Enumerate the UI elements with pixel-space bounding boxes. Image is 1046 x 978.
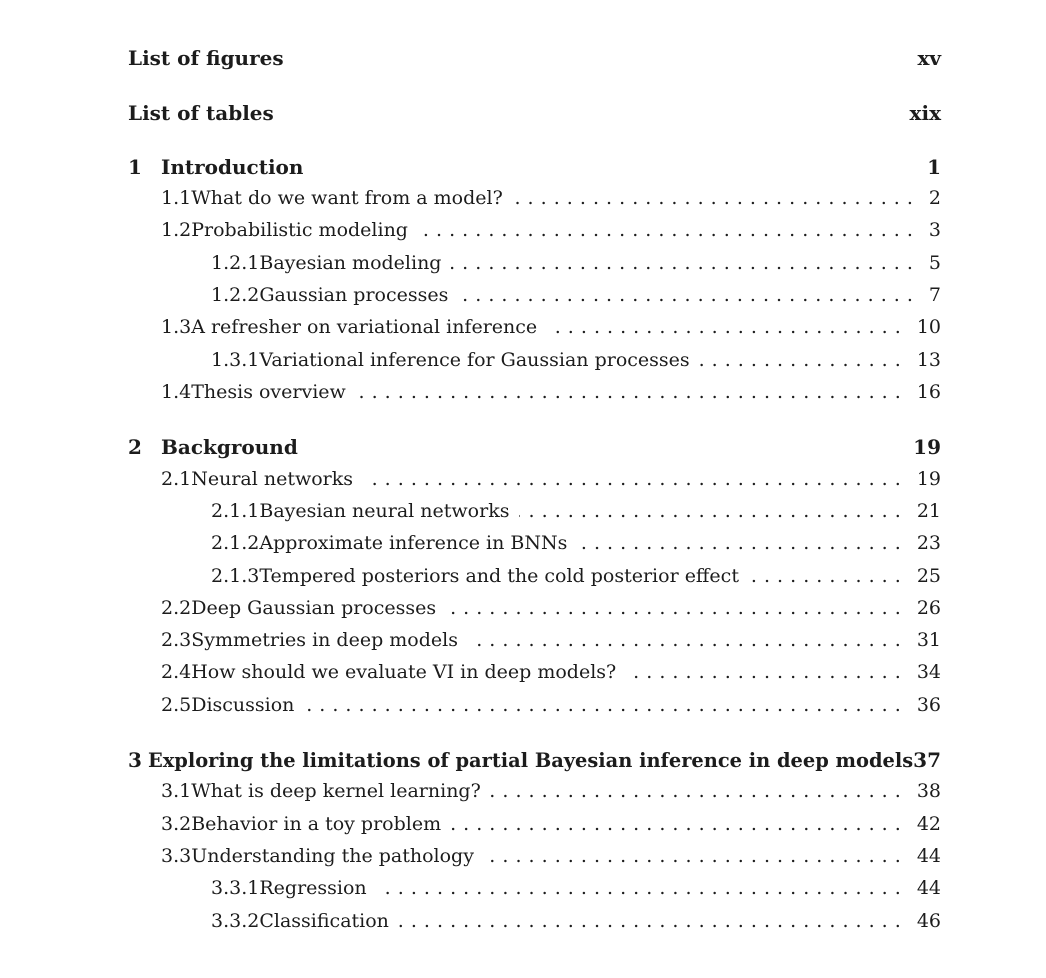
- section-title: What is deep kernel learning?: [191, 780, 481, 802]
- dot-leader: [626, 661, 901, 683]
- subsection-title: Approximate inference in BNNs: [259, 532, 568, 554]
- dot-leader: [446, 597, 901, 619]
- subsection-title: Tempered posteriors and the cold posterior effect: [259, 565, 739, 587]
- toc-page-number: 3: [928, 219, 941, 241]
- chapter-title: Exploring the limitations of partial Bayesian inference in deep models: [147, 749, 914, 772]
- toc-section-3-2[interactable]: [128, 813, 941, 835]
- toc-subsection-2-1-3[interactable]: [128, 565, 941, 587]
- subsection-title: Variational inference for Gaussian processes: [259, 349, 690, 371]
- toc-subsection-2-1-2[interactable]: [128, 532, 941, 554]
- section-number: 2.2: [161, 597, 192, 619]
- toc-page-number: 25: [916, 565, 941, 587]
- subsection-title: Bayesian modeling: [259, 252, 442, 274]
- dot-leader: [468, 629, 901, 651]
- section-number: 2.4: [161, 661, 192, 683]
- section-number: 1.3: [161, 316, 192, 338]
- toc-section-1-4[interactable]: [128, 381, 941, 403]
- toc-section-3-1[interactable]: [128, 780, 941, 802]
- dot-leader: [458, 284, 913, 306]
- chapter-title: Background: [161, 435, 298, 459]
- dot-leader: [513, 187, 913, 209]
- toc-page-number: 21: [916, 500, 941, 522]
- toc-page-number: 31: [916, 629, 941, 651]
- toc-subsection-1-2-2[interactable]: [128, 284, 941, 306]
- section-title: Discussion: [191, 694, 295, 716]
- toc-page-number: 19: [916, 468, 941, 490]
- section-number: 1.2: [161, 219, 192, 241]
- dot-leader: [547, 316, 901, 338]
- toc-page-number: 23: [916, 532, 941, 554]
- toc-subsection-3-3-2[interactable]: [128, 910, 941, 932]
- toc-section-1-3[interactable]: [128, 316, 941, 338]
- toc-page-number: 16: [916, 381, 941, 403]
- subsection-number: 1.2.2: [211, 284, 260, 306]
- section-number: 3.3: [161, 845, 192, 867]
- section-title: Symmetries in deep models: [191, 629, 458, 651]
- section-title: Thesis overview: [191, 381, 346, 403]
- section-title: Understanding the pathology: [191, 845, 474, 867]
- dot-leader: [491, 780, 901, 802]
- toc-title: List of tables: [128, 101, 274, 125]
- toc-subsection-1-2-1[interactable]: [128, 252, 941, 274]
- toc-section-3-3[interactable]: [128, 845, 941, 867]
- chapter-number: 3: [128, 748, 142, 772]
- section-title: Neural networks: [191, 468, 354, 490]
- section-title: A refresher on variational inference: [191, 316, 538, 338]
- toc-entry-list-of-figures[interactable]: [128, 46, 941, 70]
- toc-page-number: xix: [909, 101, 941, 125]
- toc-page-number: 37: [913, 748, 941, 772]
- toc-page-number: 2: [928, 187, 941, 209]
- toc-page-number: 1: [927, 155, 941, 179]
- toc-section-2-2[interactable]: [128, 597, 941, 619]
- subsection-number: 1.2.1: [211, 252, 260, 274]
- section-title: Probabilistic modeling: [191, 219, 408, 241]
- toc-title: List of figures: [128, 46, 284, 70]
- section-title: What do we want from a model?: [191, 187, 503, 209]
- subsection-number: 2.1.1: [211, 500, 260, 522]
- toc-page-number: 10: [916, 316, 941, 338]
- dot-leader: [399, 910, 901, 932]
- dot-leader: [519, 500, 900, 522]
- dot-leader: [700, 349, 901, 371]
- toc-section-2-1[interactable]: [128, 468, 941, 490]
- subsection-number: 2.1.3: [211, 565, 260, 587]
- toc-page-number: 13: [916, 349, 941, 371]
- toc-section-2-3[interactable]: [128, 629, 941, 651]
- subsection-number: 3.3.2: [211, 910, 260, 932]
- toc-section-1-2[interactable]: [128, 219, 941, 241]
- toc-page-number: xv: [917, 46, 941, 70]
- subsection-title: Gaussian processes: [259, 284, 449, 306]
- dot-leader: [451, 813, 901, 835]
- toc-section-1-1[interactable]: [128, 187, 941, 209]
- section-title: Deep Gaussian processes: [191, 597, 437, 619]
- chapter-title: Introduction: [161, 155, 304, 179]
- subsection-number: 2.1.2: [211, 532, 260, 554]
- toc-page-number: 36: [916, 694, 941, 716]
- toc-chapter-1[interactable]: [128, 155, 941, 179]
- dot-leader: [304, 694, 900, 716]
- toc-page-number: 26: [916, 597, 941, 619]
- dot-leader: [418, 219, 913, 241]
- section-number: 3.1: [161, 780, 192, 802]
- dot-leader: [363, 468, 901, 490]
- section-number: 2.1: [161, 468, 192, 490]
- toc-page-number: 44: [916, 877, 941, 899]
- dot-leader: [484, 845, 901, 867]
- toc-subsection-3-3-1[interactable]: [128, 877, 941, 899]
- toc-page-number: 34: [916, 661, 941, 683]
- section-number: 1.4: [161, 381, 192, 403]
- subsection-title: Regression: [259, 877, 367, 899]
- toc-page-number: 5: [928, 252, 941, 274]
- chapter-number: 1: [128, 155, 142, 179]
- chapter-number: 2: [128, 435, 142, 459]
- section-title: Behavior in a toy problem: [191, 813, 442, 835]
- subsection-title: Classification: [259, 910, 389, 932]
- section-number: 3.2: [161, 813, 192, 835]
- subsection-title: Bayesian neural networks: [259, 500, 510, 522]
- section-number: 2.5: [161, 694, 192, 716]
- toc-entry-list-of-tables[interactable]: [128, 101, 941, 125]
- subsection-number: 3.3.1: [211, 877, 260, 899]
- toc-page-number: 44: [916, 845, 941, 867]
- toc-chapter-3[interactable]: [128, 748, 941, 772]
- section-number: 2.3: [161, 629, 192, 651]
- toc-page-number: 19: [913, 435, 941, 459]
- subsection-number: 1.3.1: [211, 349, 260, 371]
- dot-leader: [577, 532, 900, 554]
- toc-subsection-1-3-1[interactable]: [128, 349, 941, 371]
- toc-page-number: 7: [928, 284, 941, 306]
- toc-subsection-2-1-1[interactable]: [128, 500, 941, 522]
- section-title: How should we evaluate VI in deep models?: [191, 661, 617, 683]
- toc-chapter-2[interactable]: [128, 435, 941, 459]
- toc-page-number: 42: [916, 813, 941, 835]
- dot-leader: [749, 565, 901, 587]
- toc-section-2-4[interactable]: [128, 661, 941, 683]
- toc-section-2-5[interactable]: [128, 694, 941, 716]
- dot-leader: [356, 381, 901, 403]
- toc-page-number: 38: [916, 780, 941, 802]
- toc-page-number: 46: [916, 910, 941, 932]
- section-number: 1.1: [161, 187, 192, 209]
- dot-leader: [377, 877, 901, 899]
- dot-leader: [451, 252, 912, 274]
